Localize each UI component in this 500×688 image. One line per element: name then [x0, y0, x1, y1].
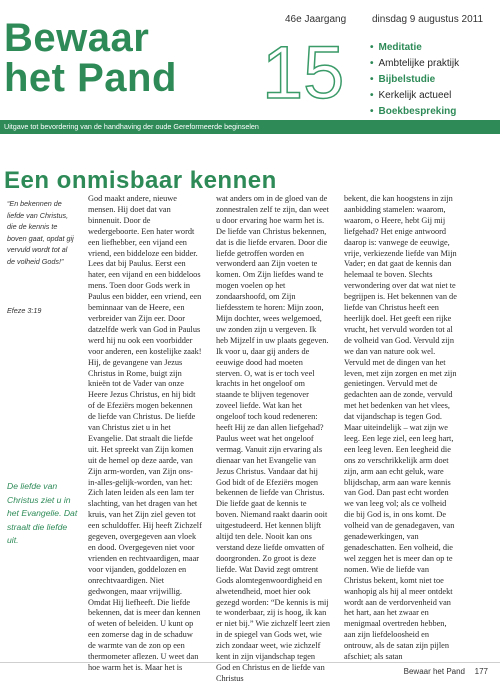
- topic-label: Meditatie: [378, 42, 422, 53]
- masthead-title-line1: Bewaar: [4, 16, 150, 60]
- sidebar-quote: “En bekennen de liefde van Christus, die de kennis te boven gaat, opdat gij vervuld wordt tot al de volheid Gods!”: [7, 199, 74, 266]
- topic-item: [370, 56, 459, 72]
- bullet-icon: •: [370, 106, 374, 117]
- topic-item: [370, 104, 459, 120]
- topic-label: Bijbelstudie: [378, 74, 436, 85]
- bullet-icon: •: [370, 58, 374, 69]
- article-column-3: [344, 194, 458, 662]
- bullet-icon: •: [370, 42, 374, 53]
- column-text: God maakt andere, nieuwe mensen. Hij doet dat van binnenuit. Door de wedergeboorte. Een hater wordt een liefhebber, een vijand een vriend, een biddeloze een bidder. Lees dat bij Paulus. Eerst een hater, een vijand en een biddeloos mens. Toen door Gods werk in Paulus een bidder, een vriend, een beminnaar van de Heere, een verbreider van Zijn eer. Door datzelfde werk van God in Paulus werd hij nu ook een voorbidder voor anderen, een kostelijke zaak! Hij, de gevangene van Jezus Christus in Rome, buigt zijn knieën tot de Vader van onze Heere Jezus Christus, en hij bidt of de Efeziërs mogen bekennen de liefde van Christus. De liefde van Christus ziet u in het Evangelie. Dat straalt die liefde uit. Het spreekt van Zijn komen uit de hemel op deze aarde, van Zijn arm-worden, van Zijn ons-in-alles-gelijk-worden, van het: Zich laten leiden als een lam ter slachting, van het dragen van het kruis, van het Zijn ziel geven tot een schuldoffer. Hij heeft Zichzelf gegeven, overgegeven aan vloek en dood. Overgegeven niet voor vrienden en rechtvaardigen, maar voor vijanden, goddelozen en onrechtvaardigen. Niet gedwongen, maar vrijwillig. Omdat Hij liefheeft. Die liefde bekennen, dat is meer dan kennen of weten of beleiden. U kunt op een zomerse dag in de schaduw de warmte van de zon op een thermometer aflezen. U weet dan hoe warm het is. Maar het is: [88, 194, 202, 672]
- masthead-title-line2: het Pand: [4, 56, 177, 100]
- footer-divider: [0, 662, 500, 663]
- topic-label: Kerkelijk actueel: [378, 90, 452, 101]
- tagline-bar: Uitgave tot bevordering van de handhaving der oude Gereformeerde beginselen: [0, 120, 500, 134]
- column-text: wat anders om in de gloed van de zonnestralen zelf te zijn, dan weet u door ervaring hoe warm het is. De liefde van Christus bekennen, dat is die liefde ervaren. Door die liefde getroffen worden en verwonderd aan Zijn voeten te komen. Om Zijn liefdes wand te mogen voelen op het zondaarshoofd, om Zijn liefdesstem te horen: Mijn zoon, Mijn dochter, wees welgemoed, uw zonden zijn u vergeven. Ik heb Mijzelf in uw plaats gegeven. Ik voor u, daar gij anders de eeuwige dood had moeten sterven. O, wat is er toch veel krachts in het ongeloof om staande te blijven tegenover zoveel liefde. Wat kan het ongeloof toch koud redeneren: heeft Hij ze dan allen liefgehad? Paulus weet wat het ongeloof vermag. Vanuit zijn ervaring als dienaar van het Evangelie van Jezus Christus. Vandaar dat hij God bidt of de Efeziërs mogen bekennen de liefde van Christus. Die liefde gaat de kennis te boven. Niemand raakt daarin ooit uitgestudeerd. Het kennen blijft altijd ten dele. Nooit kan ons verstand deze liefde omvatten of doorgronden. Zo groot is deze liefde. Wat David zegt omtrent Gods alomtegenwoordigheid en alwetendheid, moet hier ook gezegd worden: “De kennis is mij te wonderbaar, zij is hoog, ik kan er niet bij.” Wie zichzelf leert zien in de spiegel van Gods wet, wie zich zondaar weet, wie zichzelf kent in zijn vijandschap tegen God en Christus en de liefde van Christus: [216, 194, 330, 683]
- pull-quote: De liefde van Christus ziet u in het Evangelie. Dat straalt die liefde uit.: [7, 481, 78, 545]
- article-column-2: [216, 194, 330, 683]
- topic-item: [370, 40, 459, 56]
- footer-publication-name: Bewaar het Pand: [403, 667, 465, 676]
- issue-date: dinsdag 9 augustus 2011: [372, 14, 484, 25]
- article-title: Een onmisbaar kennen: [4, 167, 277, 195]
- column-text: bekent, die kan hoogstens in zijn aanbidding stamelen: waarom, waarom, o Heere, hebt Gij mij liefgehad? Het enige antwoord daarop is: vanwege de eeuwige, vrije, verkiezende liefde van Mijn Vader; en dat gaat de kennis dan helemaal te boven. Slechts verwondering over dat wat niet te begrijpen is. Het bekennen van de liefde van Christus heeft een heerlijk doel. Het geeft een rijke vrucht, het vervuld worden tot al de volheid van God. Vervuld zijn we dan van nature ook wel. Vervuld met de dingen van het leven, met zijn zorgen en met zijn genietingen. Vervuld met de gedachten aan de zonde, vervuld met het bedenken van het vlees, dat vijandschap is tegen God. Maar uiteindelijk – wat zijn we leeg. Een lege ziel, een leeg hart, een leeg leven. Een leegheid die ons zo verschrikkelijk arm doet zijn, arm aan echt geluk, ware blijdschap, arm aan ware kennis van God. Dan past echt worden we van leeg vol; als ce volheid die bij God is, in ons komt. De volheid van de genadegaven, van genadewerkingen, van genadeschatten. Een volheid, die wel zeggen het is meer dan op te nomen. Wie de liefde van Christus bekent, komt niet toe wanhopig als hij al meer ontdekt wordt aan de verdorvenheid van het hart, aan het zwaar en menigmaal overtreden hebben, aan zijn liefdeloosheid en ontrouw, als de satan zijn pijlen afschiet; als satan: [344, 194, 457, 662]
- bullet-icon: •: [370, 74, 374, 85]
- issue-number: 15: [262, 31, 345, 114]
- bullet-icon: •: [370, 90, 374, 101]
- topic-label: Ambtelijke praktijk: [378, 58, 460, 69]
- topic-list: [370, 40, 459, 120]
- topic-label: Boekbespreking: [378, 106, 457, 117]
- scripture-reference: Efeze 3:19: [7, 306, 42, 315]
- jaargang: 46e Jaargang: [285, 14, 347, 25]
- topic-item: [370, 72, 459, 88]
- masthead: [0, 0, 500, 138]
- topic-item: [370, 88, 459, 104]
- article-column-1: [88, 194, 202, 672]
- page-number: 177: [474, 667, 488, 676]
